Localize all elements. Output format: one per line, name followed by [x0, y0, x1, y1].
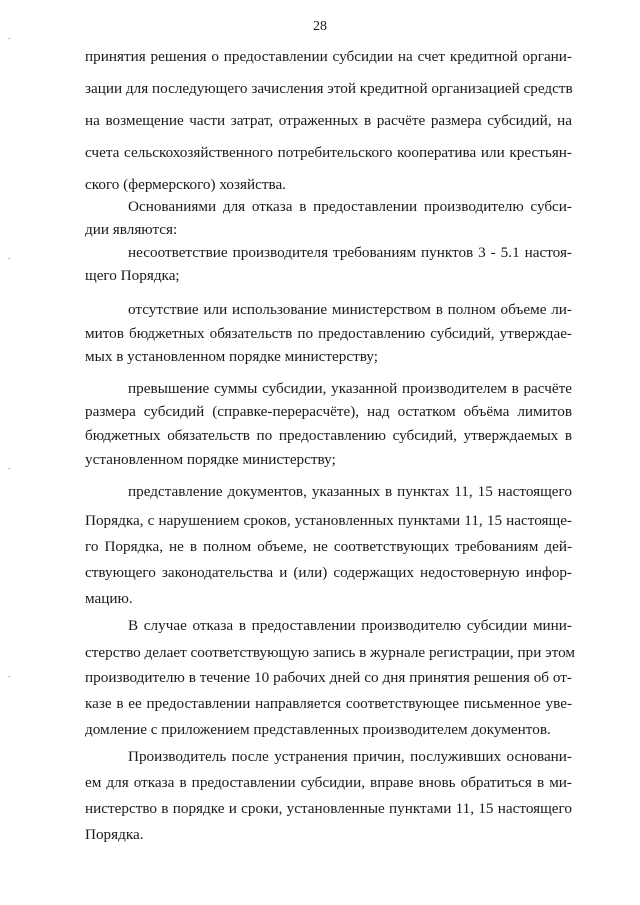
paragraph-first-line: Производитель после устранения причин, послуживших основани- [128, 748, 572, 765]
text-line: го Порядка, не в полном объеме, не соответствующих требованиям дей- [85, 538, 572, 555]
scan-mark [8, 468, 10, 469]
text-line: ствующего законодательства и (или) содержащих недостоверную инфор- [85, 564, 572, 581]
text-line: на возмещение части затрат, отраженных в расчёте размера субсидий, на [85, 112, 572, 129]
list-item-first-line: несоответствие производителя требованиям пунктов 3 - 5.1 настоя- [128, 244, 572, 261]
text-line: установленном порядке министерству; [85, 451, 336, 468]
paragraph-first-line: В случае отказа в предоставлении производителю субсидии мини- [128, 617, 572, 634]
text-line: Порядка. [85, 826, 144, 843]
scan-mark [8, 38, 10, 39]
paragraph-first-line: Основаниями для отказа в предоставлении производителю субси- [128, 198, 572, 215]
list-item-first-line: представление документов, указанных в пунктах 11, 15 настоящего [128, 483, 572, 500]
page-number: 28 [313, 19, 327, 34]
text-line: размера субсидий (справке-перерасчёте), над остатком объёма лимитов [85, 403, 572, 420]
text-line: Порядка, с нарушением сроков, установленных пунктами 11, 15 настояще- [85, 512, 572, 529]
text-line: дии являются: [85, 221, 178, 238]
text-line: зации для последующего зачисления этой кредитной организацией средств [85, 80, 573, 97]
text-line: ем для отказа в предоставлении субсидии, вправе вновь обратиться в ми- [85, 774, 572, 791]
text-line: счета сельскохозяйственного потребительского кооператива или крестьян- [85, 144, 572, 161]
text-line: бюджетных обязательств по предоставлению субсидий, утверждаемых в [85, 427, 572, 444]
text-line: ского (фермерского) хозяйства. [85, 176, 286, 193]
scan-mark [8, 676, 10, 677]
text-line: казе в ее предоставлении направляется соответствующее письменное уве- [85, 695, 572, 712]
list-item-first-line: превышение суммы субсидии, указанной производителем в расчёте [128, 380, 572, 397]
text-line: мацию. [85, 590, 133, 607]
text-line: домление с приложением представленных производителем документов. [85, 721, 551, 738]
text-line: мых в установленном порядке министерству; [85, 348, 378, 365]
text-line: митов бюджетных обязательств по предоставлению субсидий, утверждае- [85, 325, 572, 342]
text-line: стерство делает соответствующую запись в журнале регистрации, при этом [85, 644, 576, 661]
text-line: принятия решения о предоставлении субсидии на счет кредитной органи- [85, 48, 572, 65]
text-line: нистерство в порядке и сроки, установленные пунктами 11, 15 настоящего [85, 800, 572, 817]
list-item-first-line: отсутствие или использование министерством в полном объеме ли- [128, 301, 572, 318]
scan-mark [8, 258, 10, 259]
text-line: производителю в течение 10 рабочих дней со дня принятия решения об от- [85, 669, 572, 686]
text-line: щего Порядка; [85, 267, 180, 284]
